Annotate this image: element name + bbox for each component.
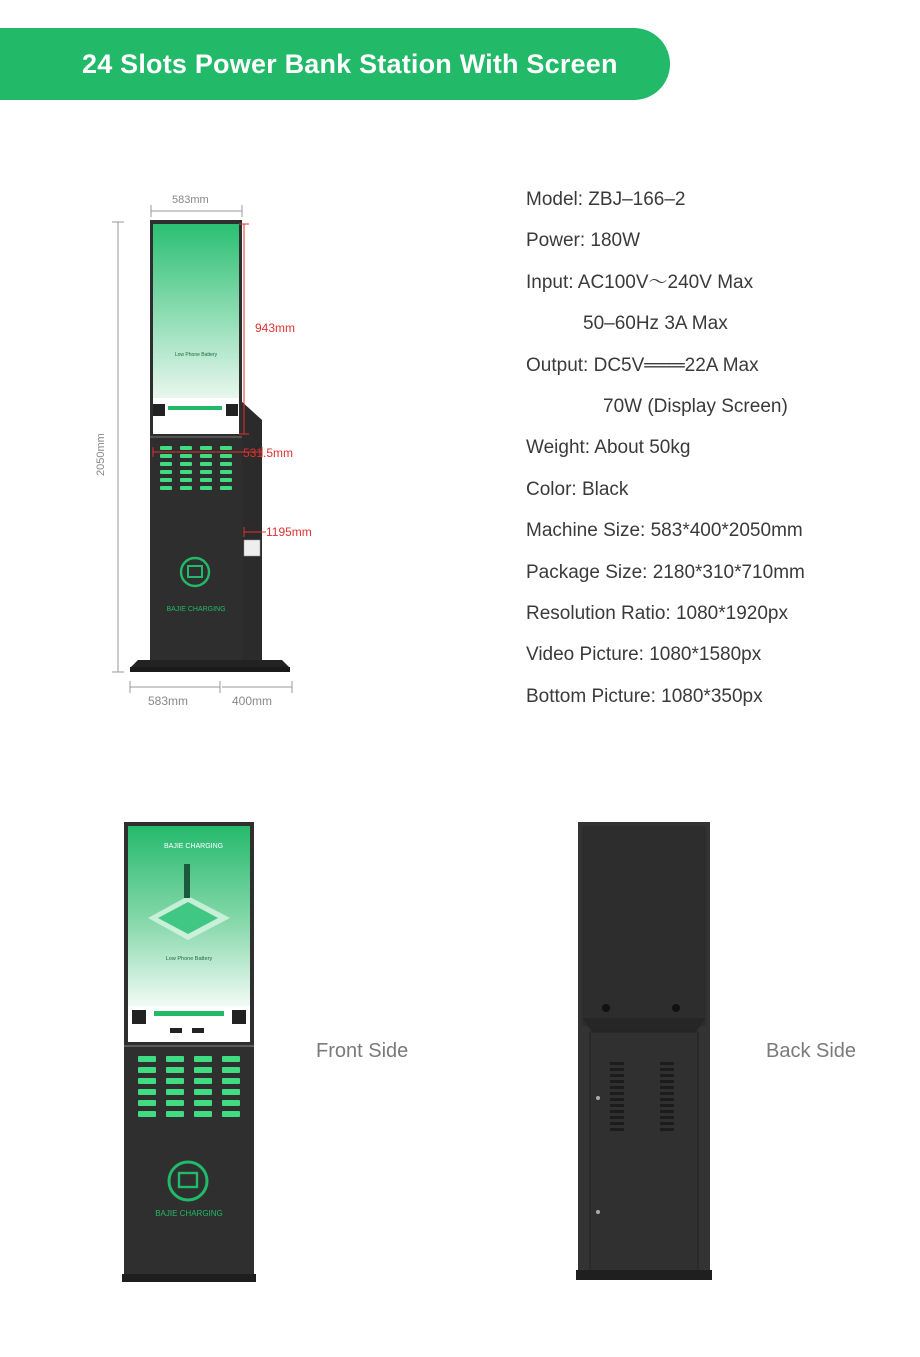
dim-base-width: 583mm (148, 694, 189, 708)
spec-item: Video Picture: 1080*1580px (526, 644, 762, 666)
vent-slot (610, 1086, 624, 1089)
charging-slot (222, 1067, 240, 1073)
vent-slot (610, 1068, 624, 1071)
charging-slot (220, 454, 232, 458)
vent-slot (660, 1080, 674, 1083)
front-side-kiosk (118, 818, 260, 1286)
charging-slot (180, 446, 192, 450)
vent-slot (660, 1092, 674, 1095)
charging-slot (166, 1067, 184, 1073)
vent-slot (610, 1074, 624, 1077)
charging-slot (160, 462, 172, 466)
vent-slot (660, 1104, 674, 1107)
charging-slot (166, 1078, 184, 1084)
charging-slot (220, 446, 232, 450)
charging-slot (138, 1089, 156, 1095)
vent-slot (610, 1092, 624, 1095)
dim-middle: 531.5mm (243, 446, 294, 460)
charging-slot (222, 1056, 240, 1062)
vent-slot (660, 1086, 674, 1089)
vent-slot (610, 1128, 624, 1131)
charging-slot (194, 1111, 212, 1117)
vent-slot (660, 1068, 674, 1071)
dim-screen-height: 943mm (255, 321, 296, 335)
vent-slot (660, 1062, 674, 1065)
front-screen-brand: BAJIE CHARGING (164, 843, 224, 850)
charging-slot (220, 486, 232, 490)
charging-slot (166, 1089, 184, 1095)
spec-item: 70W (Display Screen) (603, 395, 788, 417)
charging-slot (200, 478, 212, 482)
spec-item: Output: DC5V═══22A Max (526, 354, 759, 376)
spec-item: Model: ZBJ–166–2 (526, 189, 686, 210)
charging-slot (180, 478, 192, 482)
vent-slot (660, 1128, 674, 1131)
dim-side: 1195mm (266, 525, 312, 539)
charging-slot (194, 1078, 212, 1084)
vent-slot (660, 1098, 674, 1101)
charging-slot (160, 486, 172, 490)
back-side-kiosk (572, 818, 716, 1286)
charging-slot (160, 446, 172, 450)
charging-slot (180, 486, 192, 490)
title-banner (0, 28, 670, 100)
spec-item: 50–60Hz 3A Max (583, 313, 728, 335)
charging-slot (220, 478, 232, 482)
vent-slot (610, 1116, 624, 1119)
vent-slot (610, 1110, 624, 1113)
vent-slot (610, 1104, 624, 1107)
charging-slot (194, 1089, 212, 1095)
spec-item: Bottom Picture: 1080*350px (526, 685, 763, 707)
charging-slot (138, 1111, 156, 1117)
spec-item: Resolution Ratio: 1080*1920px (526, 602, 788, 624)
charging-slot (222, 1089, 240, 1095)
vent-slot (610, 1062, 624, 1065)
back-side-label: Back Side (766, 1040, 857, 1062)
charging-slot (166, 1100, 184, 1106)
charging-slot (138, 1100, 156, 1106)
charging-slot (200, 486, 212, 490)
charging-slot (138, 1067, 156, 1073)
charging-slot (220, 462, 232, 466)
vent-slot (660, 1110, 674, 1113)
charging-slot (222, 1078, 240, 1084)
charging-slot (194, 1100, 212, 1106)
vent-slot (660, 1116, 674, 1119)
dimension-diagram (0, 180, 340, 720)
charging-slot (220, 470, 232, 474)
dim-base-depth: 400mm (232, 694, 273, 708)
charging-slot (194, 1056, 212, 1062)
charging-slot (200, 446, 212, 450)
vent-slot (610, 1122, 624, 1125)
diagram-screen-heading: Low Phone Battery (174, 352, 218, 358)
spec-item: Color: Black (526, 478, 629, 500)
spec-item: Power: 180W (526, 230, 641, 252)
charging-slot (194, 1067, 212, 1073)
front-side-label: Front Side (316, 1040, 409, 1062)
spec-list (526, 186, 805, 724)
dim-top-width: 583mm (172, 194, 209, 206)
charging-slot (200, 470, 212, 474)
vent-slot (610, 1098, 624, 1101)
banner-title: 24 Slots Power Bank Station With Screen (82, 49, 618, 79)
spec-item: Package Size: 2180*310*710mm (526, 561, 805, 583)
charging-slot (160, 470, 172, 474)
diagram-brand: BAJIE CHARGING (166, 606, 226, 613)
charging-slot (222, 1111, 240, 1117)
charging-slot (180, 462, 192, 466)
charging-slot (180, 454, 192, 458)
front-brand: BAJIE CHARGING (155, 1209, 223, 1218)
spec-item: Input: AC100V～240V Max (526, 271, 754, 293)
charging-slot (180, 470, 192, 474)
charging-slot (222, 1100, 240, 1106)
vent-slot (660, 1122, 674, 1125)
charging-slot (200, 454, 212, 458)
dim-height: 2050mm (95, 433, 107, 476)
charging-slot (166, 1111, 184, 1117)
charging-slot (160, 454, 172, 458)
spec-item: Weight: About 50kg (526, 437, 691, 459)
vent-slot (610, 1080, 624, 1083)
charging-slot (166, 1056, 184, 1062)
charging-slot (138, 1056, 156, 1062)
charging-slot (200, 462, 212, 466)
front-screen-heading: Low Phone Battery (165, 956, 213, 962)
vent-slot (660, 1074, 674, 1077)
charging-slot (138, 1078, 156, 1084)
charging-slot (160, 478, 172, 482)
spec-item: Machine Size: 583*400*2050mm (526, 520, 803, 542)
